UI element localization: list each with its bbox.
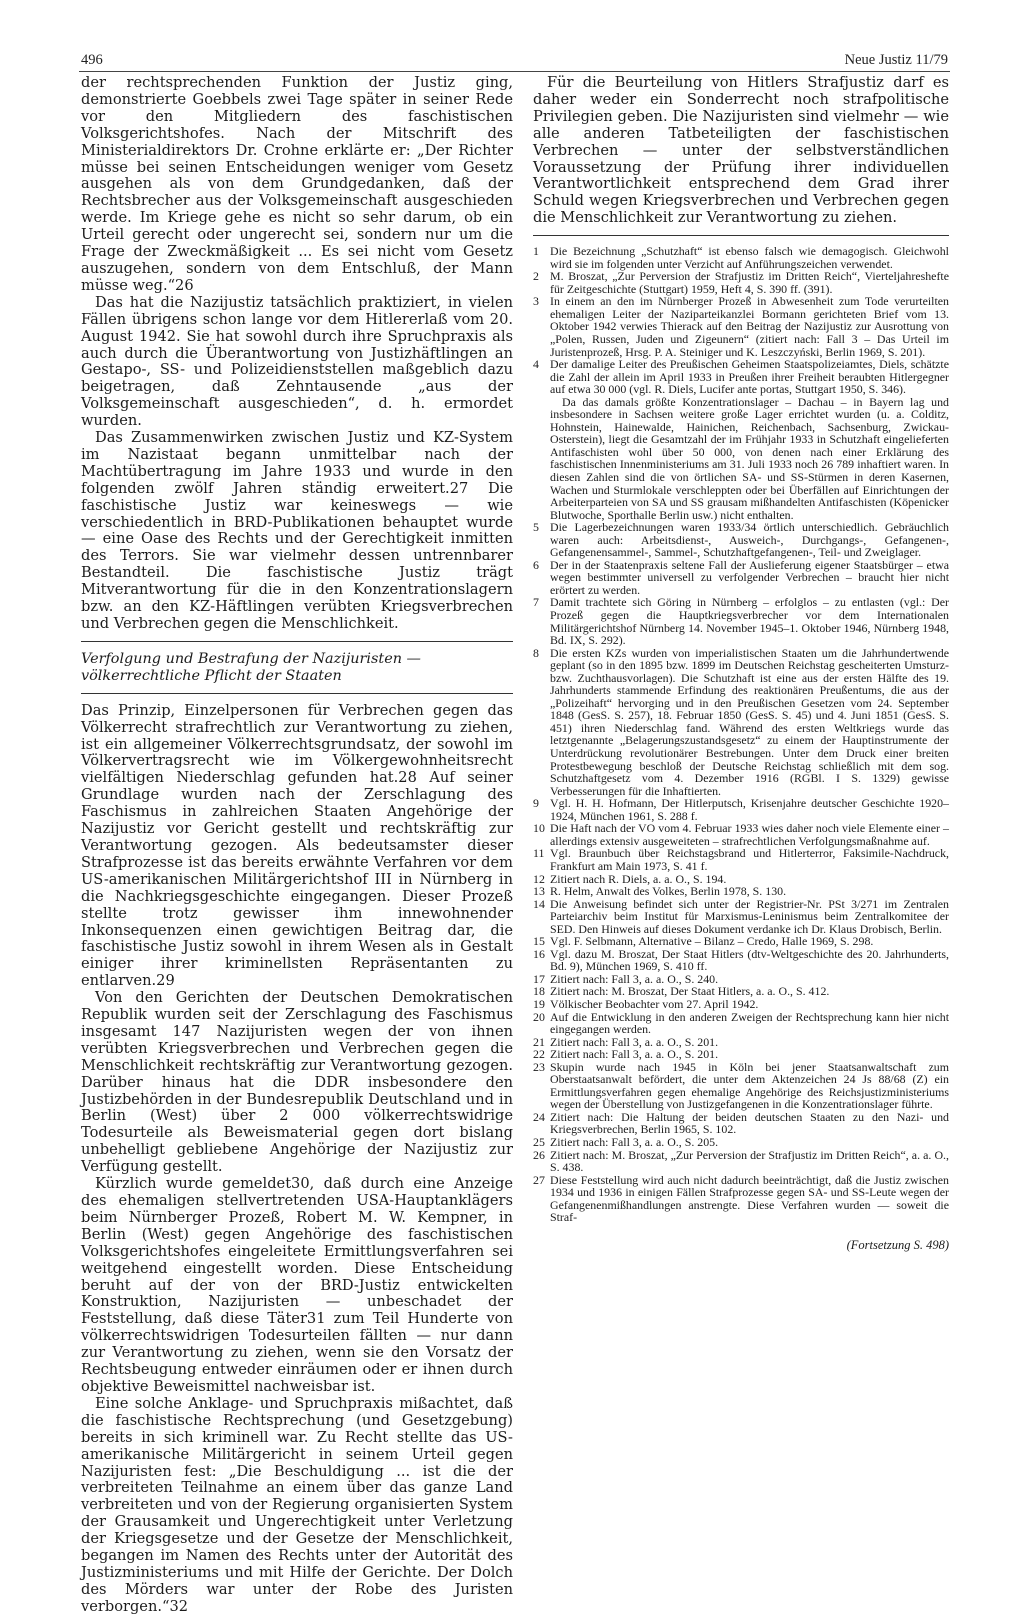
footnote-text: Der damalige Leiter des Preußischen Geheimen Staatspolizeiamtes, Diels, schätzte die Zahl der allein im April 1933 in Preußen ihrer Freiheit beraubten Hitlergegner auf etwa 30 000 (vgl. R. Diels, Lucifer ante portas, Stuttgart 1950, S. 346). (550, 357, 949, 397)
section-divider (81, 641, 513, 642)
footnote-number: 18 (533, 984, 545, 999)
footnote (533, 1061, 949, 1111)
footnote (533, 847, 949, 872)
footnote-number: 16 (533, 946, 545, 961)
footnote (533, 647, 949, 798)
footnote-number: 1 (533, 244, 539, 259)
footnote-number: 23 (533, 1059, 545, 1074)
footnote-divider (533, 235, 949, 236)
footnote (533, 521, 949, 559)
footnote-text: Zitiert nach: Fall 3, a. a. O., S. 201. (550, 1047, 719, 1062)
footnote-text: Die Lagerbezeichnungen waren 1933/34 örtlich unterschiedlich. Gebräuchlich waren auch: Arbeitsdienst-, Ausweich-, Durchgangs-, Gefangenen-, Gefangenensammel-, Sammel-, Schutzhaftgefangenen-, Teil- und Zweiglager. (550, 520, 949, 560)
footnote-text: Vgl. F. Selbmann, Alternative – Bilanz – Credo, Halle 1969, S. 298. (550, 934, 874, 949)
footnote-number: 8 (533, 645, 539, 660)
section-divider (81, 693, 513, 694)
footnote (533, 998, 949, 1011)
footnote (533, 245, 949, 270)
footnote-number: 20 (533, 1009, 545, 1024)
footnote (533, 898, 949, 936)
footnote-number: 25 (533, 1134, 545, 1149)
footnote-text: Damit trachtete sich Göring in Nürnberg – erfolglos – zu entlasten (vgl.: Der Prozeß gegen die Hauptkriegsverbrecher vor dem Internationalen Militärgerichtshof Nürnberg 14. November 1945–1. Oktober 1946, Nürnberg 1948, Bd. IX, S. 292). (550, 595, 949, 648)
footnote-number: 4 (533, 357, 539, 372)
footnote-text: Vgl. H. H. Hofmann, Der Hitlerputsch, Krisenjahre deutscher Geschichte 1920–1924, München 1961, S. 288 f. (550, 796, 949, 823)
page-number: 496 (81, 52, 103, 68)
footnote-text: Da das damals größte Konzentrationslager – Dachau – in Bayern lag und insbesondere in Sachsen weitere große Lager errichtet wurden (u. a. Colditz, Hohnstein, Hainewalde, Hainichen, Reichenbach, Sachsenburg, Zwickau-Osterstein), liegt die Gesamtzahl der im Frühjahr 1933 in Schutzhaft eingelieferten Antifaschisten wohl über 50 000, von denen nach einer Erklärung des faschistischen Innenministeriums am 31. Juli 1933 noch 26 789 inhaftiert waren. In diesen Zahlen sind die von örtlichen SA- und SS-Stürmen in deren Kasernen, Wachen und Sturmlokale verschleppten oder bei Überfällen auf Einrichtungen der Arbeiterparteien von SA und SS grausam mißhandelten Antifaschisten (Köpenicker Blutwoche, Sporthalle Berlin usw.) nicht enthalten. (550, 394, 949, 522)
footnote (533, 1011, 949, 1036)
paragraph: Für die Beurteilung von Hitlers Strafjustiz darf es daher weder ein Sonderrecht noch strafpolitische Privilegien geben. Die Nazijuristen sind vielmehr — wie alle anderen Tatbeteiligten der faschistischen Verbrechen — unter der selbstverständlichen Voraussetzung der Prüfung ihrer individuellen Verantwortlichkeit entsprechend dem Grad ihrer Schuld wegen Kriegsverbrechen und Verbrechen gegen die Menschlichkeit zur Verantwortung zu ziehen. (533, 74, 949, 227)
footnote-number: 11 (533, 846, 545, 861)
footnote-number: 27 (533, 1172, 545, 1187)
footnote (533, 559, 949, 597)
footnote-text: Auf die Entwicklung in den anderen Zweigen der Rechtsprechung kann hier nicht eingegangen werden. (550, 1009, 949, 1037)
paragraph: Das Zusammenwirken zwischen Justiz und KZ-System im Nazistaat begann unmittelbar nach der Machtübertragung im Jahre 1933 und wurde in den folgenden zwölf Jahren ständig erweitert.27 Die faschistische Justiz war keineswegs — wie verschiedentlich in BRD-Publikationen behauptet wurde — eine Oase des Rechts und der Gerechtigkeit inmitten des Terrors. Sie war vielmehr dessen untrennbarer Bestandteil. Die faschistische Justiz trägt Mitverantwortung für die in den Konzentrationslagern bzw. an den KZ-Häftlingen verübten Kriegsverbrechen und Verbrechen gegen die Menschlichkeit. (81, 429, 513, 632)
footnote-number: 6 (533, 557, 539, 572)
footnote (533, 885, 949, 898)
footnote (533, 1136, 949, 1149)
footnote (533, 596, 949, 646)
continuation-note: (Fortsetzung S. 498) (846, 1237, 949, 1252)
footnote-number: 19 (533, 996, 545, 1011)
footnote-text: R. Helm, Anwalt des Volkes, Berlin 1978, S. 130. (550, 884, 787, 899)
footnote-number: 17 (533, 971, 545, 986)
footnote-text: Völkischer Beobachter vom 27. April 1942. (550, 996, 759, 1011)
footnote-number: 7 (533, 595, 539, 610)
footnote-text: Zitiert nach: Die Haltung der beiden deutschen Staaten zu den Nazi- und Kriegsverbrechen, Berlin 1965, S. 102. (550, 1109, 949, 1137)
footnote (533, 1111, 949, 1136)
paragraph: Eine solche Anklage- und Spruchpraxis mißachtet, daß die faschistische Rechtsprechung (und Gesetzgebung) bereits in sich kriminell war. Zu Recht stellte das US-amerikanische Militärgericht in seinem Urteil gegen Nazijuristen fest: „Die Beschuldigung ... ist die der verbreiteten Teilnahme an einem über das ganze Land verbreiteten und von der Regierung organisierten System der Grausamkeit und Ungerechtigkeit unter Verletzung der Kriegsgesetze und der Gesetze der Menschlichkeit, begangen im Namen des Rechts unter der Autorität des Justizministeriums und mit Hilfe der Gerichte. Der Dolch des Mörders war unter der Robe des Juristen verborgen.“32 (81, 1394, 513, 1615)
paragraph: Von den Gerichten der Deutschen Demokratischen Republik wurden seit der Zerschlagung des Faschismus insgesamt 147 Nazijuristen wegen der von ihnen verübten Kriegsverbrechen und Verbrechen gegen die Menschlichkeit rechtskräftig zur Verantwortung gezogen. Darüber hinaus hat die DDR insbesondere den Justizbehörden in der Bundesrepublik Deutschland und in Berlin (West) über 2 000 völkerrechtswidrige Todesurteile als Beweismaterial gegen dort bislang unbehelligt gebliebene Angehörige der Nazijustiz zur Verfügung gestellt. (81, 989, 513, 1176)
footnote-number: 9 (533, 796, 539, 811)
footnote-text: Diese Feststellung wird auch nicht dadurch beeinträchtigt, daß die Justiz zwischen 1934 und 1936 in einigen Fällen Strafprozesse gegen SA- und SS-Leute wegen der Gefangenenmißhandlungen anstrengte. Diese Verfahren wurden — soweit die Straf- (550, 1172, 949, 1225)
footnote-number: 15 (533, 934, 545, 949)
footnote-number: 3 (533, 294, 539, 309)
journal-title: Neue Justiz 11/79 (844, 52, 948, 68)
footnote-text: Zitiert nach: M. Broszat, „Zur Perversion der Strafjustiz im Dritten Reich“, a. a. O., S. 438. (550, 1147, 949, 1175)
footnote (533, 797, 949, 822)
left-column (81, 75, 513, 1616)
footnote-number: 21 (533, 1034, 545, 1049)
footnote-number: 14 (533, 896, 545, 911)
section-heading-line-2: völkerrechtliche Pflicht der Staaten (81, 667, 342, 684)
footnote-text: Zitiert nach R. Diels, a. a. O., S. 194. (550, 871, 727, 886)
section-heading-line-1: Verfolgung und Bestrafung der Nazijuristen — (81, 650, 421, 667)
footnote-text: Zitiert nach: Fall 3, a. a. O., S. 205. (550, 1134, 719, 1149)
footnote-number: 26 (533, 1147, 545, 1162)
footnote-text: Zitiert nach: Fall 3, a. a. O., S. 240. (550, 971, 719, 986)
footnote-text: Vgl. dazu M. Broszat, Der Staat Hitlers (dtv-Weltgeschichte des 20. Jahrhunderts, Bd. 9), München 1969, S. 410 ff. (550, 946, 949, 974)
footnote-text: Vgl. Braunbuch über Reichstagsbrand und Hitlerterror, Faksimile-Nachdruck, Frankfurt am Main 1973, S. 41 f. (550, 846, 949, 873)
footnote-number: 5 (533, 520, 539, 535)
footnote (533, 1048, 949, 1061)
footnote-text: In einem an den im Nürnberger Prozeß in Abwesenheit zum Tode verurteilten ehemaligen Leiter der Naziparteikanzlei Bormann gerichteten Brief vom 13. Oktober 1942 verwies Thierack auf den Beitrag der Nazijustiz zur Ausrottung von „Polen, Russen, Juden und Zigeunern“ (zitiert nach: Fall 3 – Das Urteil im Juristenprozeß, Hrsg. P. A. Steiniger und K. Leszczyński, Berlin 1969, S. 201). (550, 294, 949, 359)
footnote-number: 22 (533, 1047, 545, 1062)
footnote-number: 12 (533, 871, 545, 886)
footnote-text: Die Haft nach der VO vom 4. Februar 1933 wies daher noch viele Elemente einer – allerdings extensiv ausgeweiteten – strafrechtlichen Verfolgungsmaßnahme auf. (550, 821, 949, 848)
right-column (533, 75, 949, 1253)
paragraph: der rechtsprechenden Funktion der Justiz ging, demonstrierte Goebbels zwei Tage später in seiner Rede vor den Mitgliedern des faschistischen Volksgerichtshofes. Nach der Mitschrift des Ministerialdirektors Dr. Crohne erklärte er: „Der Richter müsse bei seinen Entscheidungen weniger vom Gesetz ausgehen als von dem Grundgedanken, daß der Rechtsbrecher aus der Volksgemeinschaft ausgeschieden werde. Im Kriege gehe es nicht so sehr darum, ob ein Urteil gerecht oder ungerecht sei, sondern nur um die Frage der Zweckmäßigkeit ... Es sei nicht vom Gesetz auszugehen, sondern von dem Entschluß, der Mann müsse weg.“26 (81, 74, 513, 294)
paragraph: Kürzlich wurde gemeldet30, daß durch eine Anzeige des ehemaligen stellvertretenden USA-Hauptanklägers beim Nürnberger Prozeß, Robert M. W. Kempner, in Berlin (West) gegen Angehörige des faschistischen Volksgerichtshofes eingeleitete Ermittlungsverfahren sei weitgehend eingestellt worden. Diese Entscheidung beruht auf der von der BRD-Justiz entwickelten Konstruktion, Nazijuristen — unbeschadet der Feststellung, daß diese Täter31 zum Teil Hunderte von völkerrechtswidrigen Todesurteilen fällten — nur dann zur Verantwortung zu ziehen, wenn sie den Vorsatz der Rechtsbeugung entweder einräumen oder er ihnen durch objektive Beweismittel nachweisbar ist. (81, 1175, 513, 1395)
footnote-number: 24 (533, 1109, 545, 1124)
footnote-text: Zitiert nach: M. Broszat, Der Staat Hitlers, a. a. O., S. 412. (550, 984, 830, 999)
footnote (533, 935, 949, 948)
footnote-list (533, 245, 949, 1224)
footnote-number: 2 (533, 269, 539, 284)
header-rule (79, 71, 950, 72)
footnote-text: Der in der Staatenpraxis seltene Fall der Auslieferung eigener Staatsbürger – etwa wegen bestimmter universell zu verfolgender Verbrechen – braucht hier nicht erörtert zu werden. (550, 557, 949, 597)
footnote-text: Die Bezeichnung „Schutzhaft“ ist ebenso falsch wie demagogisch. Gleichwohl wird sie im folgenden unter Verzicht auf Anführungszeichen verwendet. (550, 244, 949, 271)
footnote-text: Skupin wurde nach 1945 in Köln bei jener Staatsanwaltschaft zum Oberstaatsanwalt befördert, die unter dem Aktenzeichen 24 Js 88/68 (Z) ein Ermittlungsverfahren gegen ehemalige Angehörige des Reichsjustizministeriums wegen der Überstellung von Justizgefangenen in die Konzentrationslager führte. (550, 1059, 949, 1112)
footnote (533, 396, 949, 521)
footnote-text: Die ersten KZs wurden von imperialistischen Staaten um die Jahrhundertwende geplant (so in den 1895 bzw. 1899 im Deutschen Reichstag gescheiterten Umsturz- bzw. Zuchthausvorlagen). Die Schutzhaft ist eine aus der ersten Hälfte des 19. Jahrhunderts stammende Erfindung des reaktionären Preußentums, die aus der „Polizeihaft“ hervorging und in den Preußischen Gesetzen vom 24. September 1848 (GesS. S. 257), 18. Februar 1850 (GesS. S. 45) und 4. Juni 1851 (GesS. S. 451) ihren Niederschlag fand. Während des ersten Weltkriegs wurde das letztgenannte „Belagerungszustandsgesetz“ zu einem der Hauptinstrumente der Unterdrückung revolutionärer Bestrebungen. Unter dem Druck einer breiten Protestbewegung beschloß der Deutsche Reichstag schließlich mit dem sog. Schutzhaftgesetz vom 4. Dezember 1916 (RGBl. I S. 1329) gewisse Verbesserungen für die Inhaftierten. (550, 645, 949, 798)
footnote-text: Die Anweisung befindet sich unter der Registrier-Nr. PSt 3/271 im Zentralen Parteiarchiv beim Institut für Marxismus-Leninismus beim Zentralkomitee der SED. Den Hinweis auf dieses Dokument verdanke ich Dr. Klaus Drobisch, Berlin. (550, 896, 949, 936)
footnote (533, 948, 949, 973)
footnote-number: 13 (533, 884, 545, 899)
paragraph: Das hat die Nazijustiz tatsächlich praktiziert, in vielen Fällen übrigens schon lange vor dem Hitlererlaß vom 20. August 1942. Sie hat sowohl durch ihre Spruchpraxis als auch durch die Überantwortung von Justizhäftlingen an Gestapo-, SS- und Polizeidienststellen maßgeblich dazu beigetragen, daß Zehntausende „aus der Volksgemeinschaft ausgeschieden“, d. h. ermordet wurden. (81, 293, 513, 430)
footnote-number: 10 (533, 821, 545, 836)
footnote (533, 1174, 949, 1224)
footnote-text: M. Broszat, „Zur Perversion der Strafjustiz im Dritten Reich“, Vierteljahreshefte für Zeitgeschichte (Stuttgart) 1959, Heft 4, S. 390 ff. (391). (550, 269, 949, 296)
footnote (533, 270, 949, 295)
footnote (533, 1149, 949, 1174)
footnote (533, 295, 949, 358)
footnote (533, 822, 949, 847)
footnote (533, 358, 949, 396)
footnote-text: Zitiert nach: Fall 3, a. a. O., S. 201. (550, 1034, 719, 1049)
paragraph: Das Prinzip, Einzelpersonen für Verbrechen gegen das Völkerrecht strafrechtlich zur Verantwortung zu ziehen, ist ein allgemeiner Völkerrechtsgrundsatz, der sowohl im Völkervertragsrecht wie im Völkergewohnheitsrecht vielfältigen Niederschlag gefunden hat.28 Auf seiner Grundlage wurden nach der Zerschlagung des Faschismus in zahlreichen Staaten Angehörige der Nazijustiz vor Gericht gestellt und rechtskräftig zur Verantwortung gezogen. Als bedeutsamster dieser Strafprozesse ist das bereits erwähnte Verfahren vor dem US-amerikanischen Militärgerichtshof III in Nürnberg in die Nachkriegsgeschichte eingegangen. Dieser Prozeß stellte trotz gewisser ihm innewohnender Inkonsequenzen einen gewichtigen Beitrag dar, die faschistische Justiz sowohl in ihrem Wesen als in Gestalt einiger ihrer kriminellsten Repräsentanten zu entlarven.29 (81, 701, 513, 990)
